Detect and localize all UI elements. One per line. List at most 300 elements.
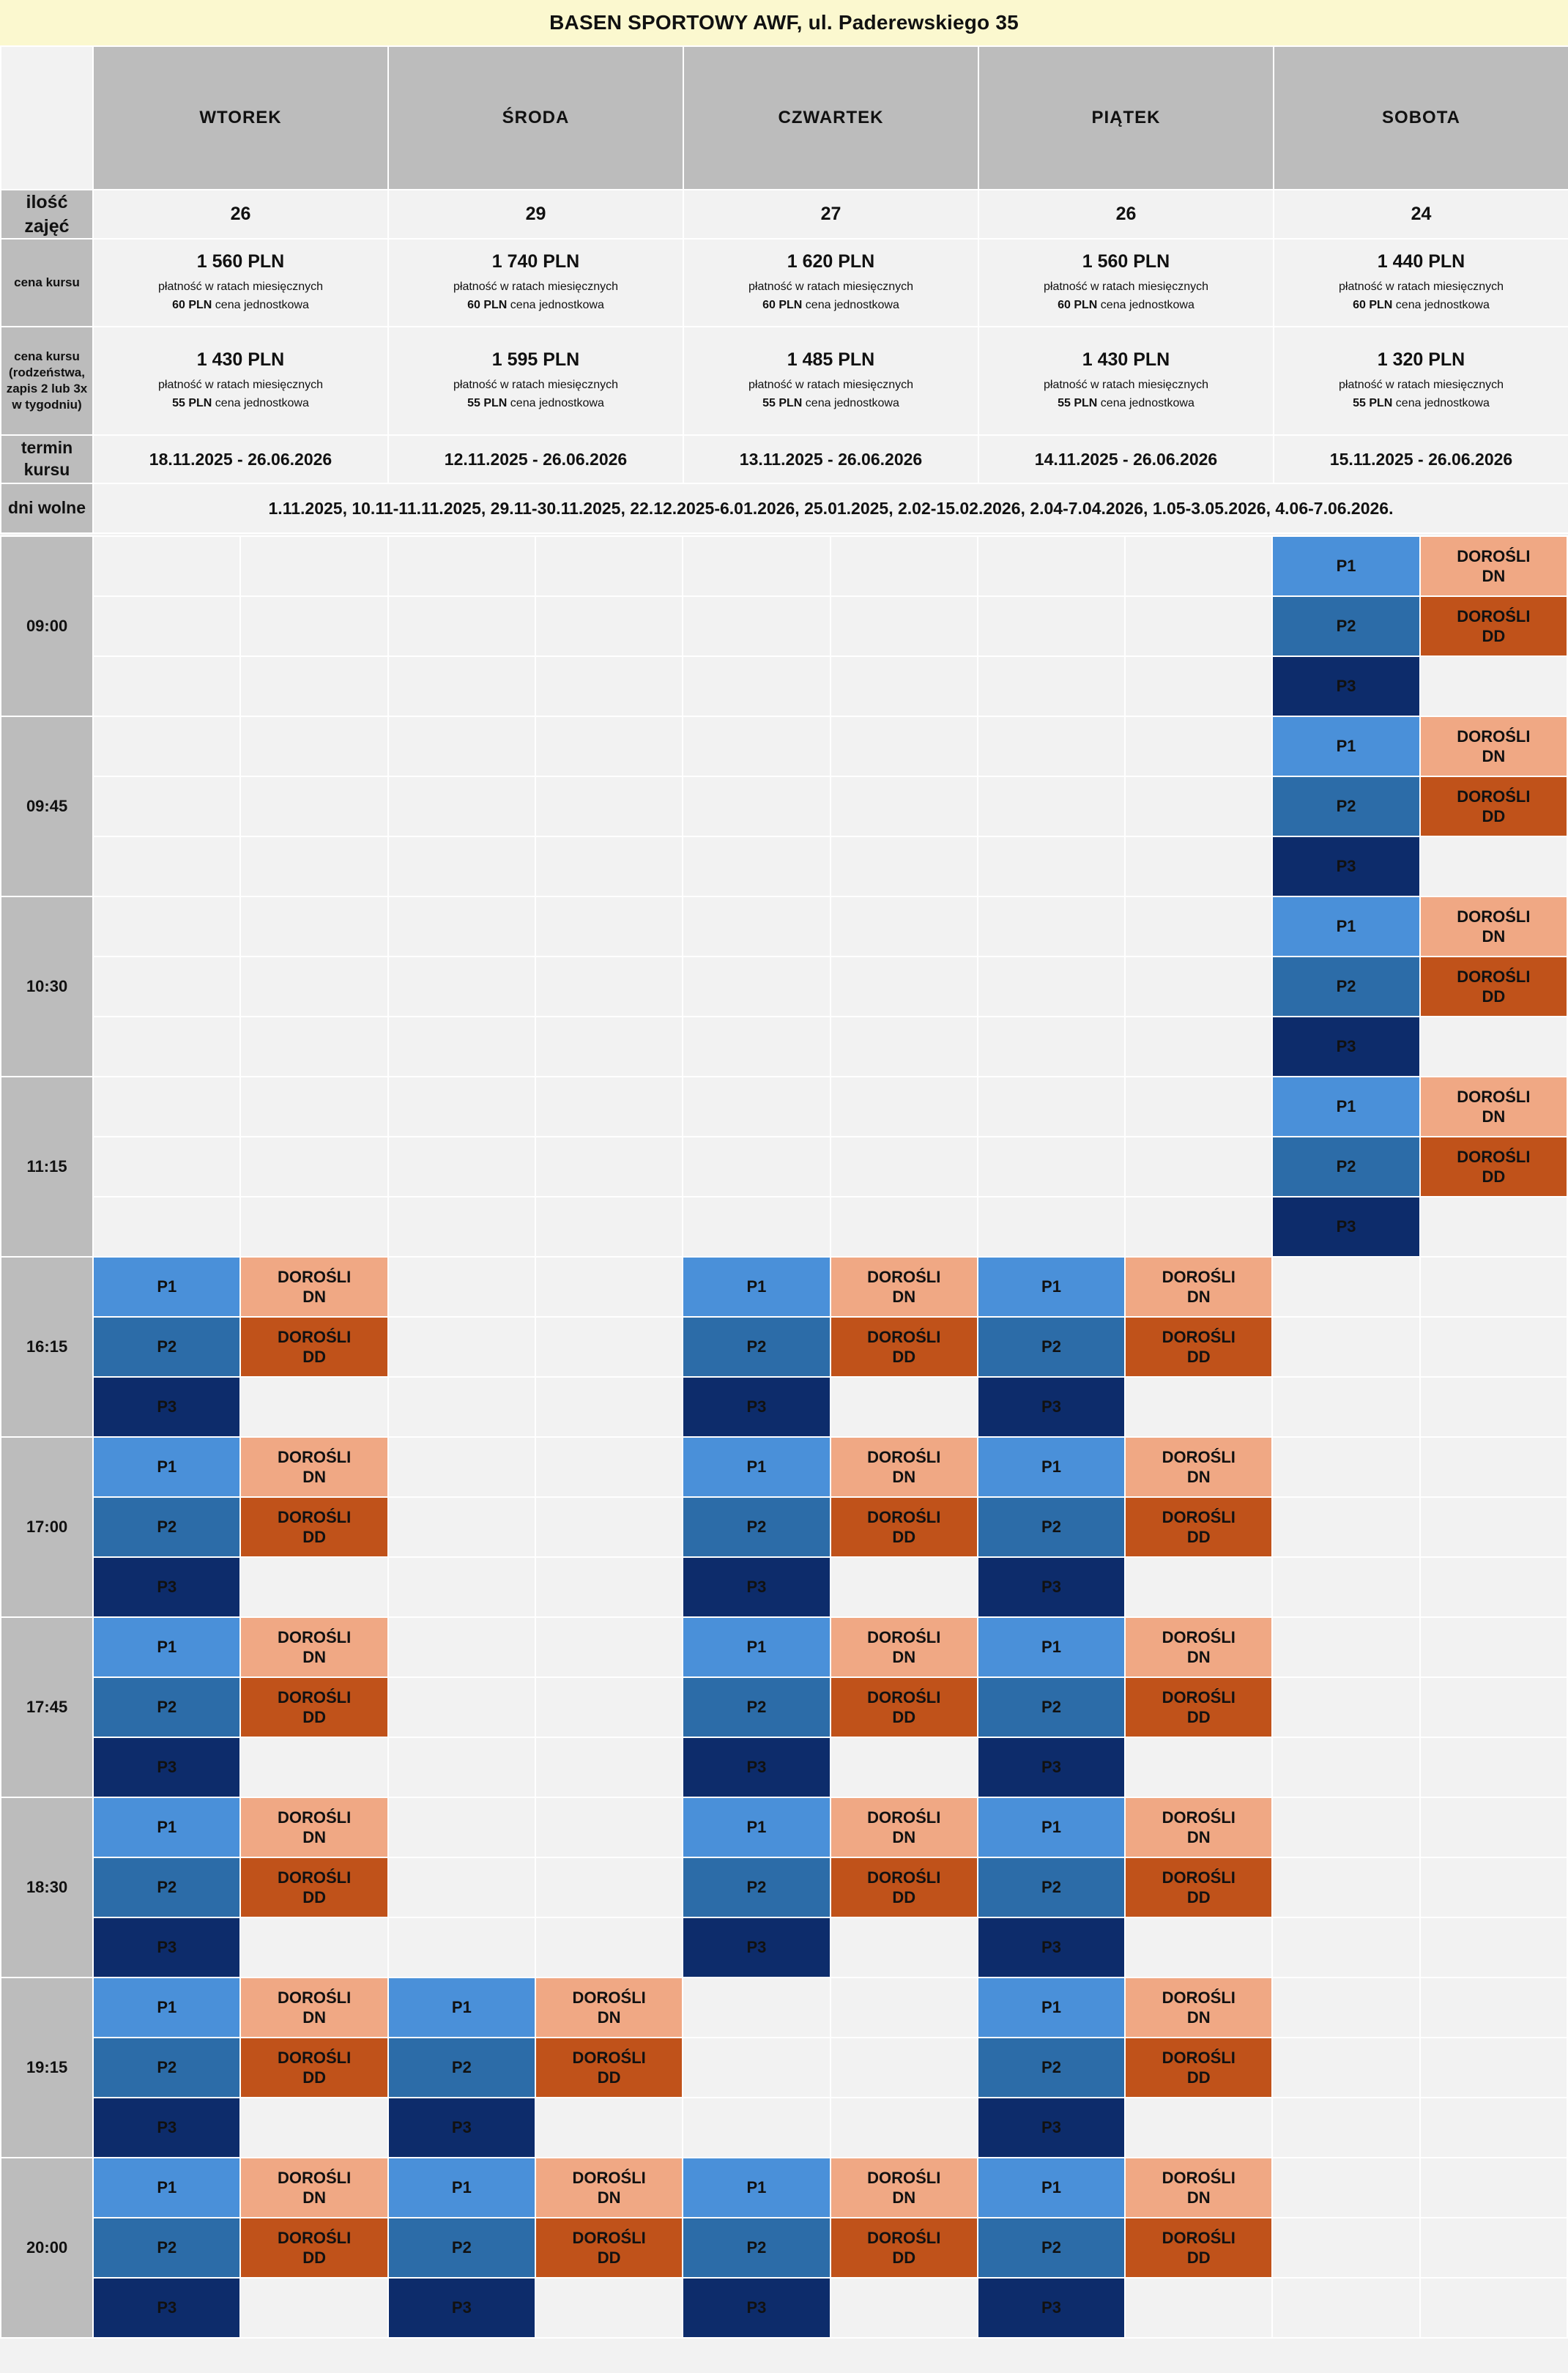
schedule-row [1, 1677, 1567, 1737]
slot-p3[interactable]: P3 [978, 1737, 1125, 1797]
slot-empty [1420, 2038, 1567, 2098]
slot-adults-dn[interactable] [1420, 1077, 1567, 1137]
time-label-0945: 09:45 [1, 716, 93, 896]
row-label-term: termin kursu [1, 435, 93, 483]
slot-empty [535, 836, 683, 896]
slot-empty [683, 2098, 830, 2158]
price-family-unit-1: 55 PLN [172, 396, 212, 409]
term-cell-4: 14.11.2025 - 26.06.2026 [978, 435, 1274, 483]
slot-adults-dd-line1: DOROŚLI [277, 1327, 352, 1346]
slot-empty [831, 716, 978, 776]
slot-empty [535, 1437, 683, 1497]
slot-adults-dn-line2: DN [892, 1468, 916, 1486]
slot-adults-dn-line2: DN [302, 1648, 326, 1666]
slot-empty [1420, 1978, 1567, 2038]
slot-adults-dn[interactable] [240, 2158, 387, 2218]
schedule-row [1, 596, 1567, 656]
slot-adults-dn[interactable] [240, 1797, 387, 1857]
slot-empty [831, 1077, 978, 1137]
slot-empty [388, 896, 535, 957]
price-family-unit-line-3 [684, 395, 978, 413]
slot-empty [93, 656, 240, 716]
slot-empty [1272, 2098, 1419, 2158]
term-cell-3: 13.11.2025 - 26.06.2026 [683, 435, 978, 483]
slot-adults-dd[interactable] [240, 2038, 387, 2098]
slot-empty [1125, 2278, 1272, 2338]
slot-p1[interactable]: P1 [93, 1978, 240, 2038]
slot-adults-dn-line2: DN [1482, 927, 1506, 946]
slot-adults-dn-line1: DOROŚLI [867, 1447, 941, 1466]
slot-adults-dn[interactable] [240, 1437, 387, 1497]
slot-adults-dd-line1: DOROŚLI [867, 2228, 941, 2247]
price-note-2: płatność w ratach miesięcznych [453, 280, 618, 293]
slot-empty [535, 1677, 683, 1737]
schedule-row [1, 1317, 1567, 1377]
slot-p2[interactable]: P2 [388, 2218, 535, 2278]
slot-p2[interactable]: P2 [978, 2038, 1125, 2098]
slot-empty [1272, 2218, 1419, 2278]
slot-p2[interactable]: P2 [683, 1497, 830, 1557]
slot-adults-dd[interactable] [240, 1317, 387, 1377]
price-unit-note-4: cena jednostkowa [1100, 298, 1194, 311]
slot-adults-dn[interactable] [240, 1978, 387, 2038]
slot-empty [93, 957, 240, 1017]
slot-p3[interactable]: P3 [1272, 1017, 1419, 1077]
schedule-row [1, 1497, 1567, 1557]
slot-p3[interactable]: P3 [1272, 656, 1419, 716]
slot-empty [1272, 1377, 1419, 1437]
day-header-2: ŚRODA [388, 46, 683, 190]
price-family-unit-5: 55 PLN [1353, 396, 1393, 409]
slot-p2[interactable]: P2 [93, 1497, 240, 1557]
slot-p3[interactable]: P3 [93, 2278, 240, 2338]
slot-empty [1420, 1317, 1567, 1377]
slot-empty [831, 776, 978, 836]
slot-adults-dn-line1: DOROŚLI [277, 1627, 352, 1646]
slot-p1[interactable]: P1 [978, 2158, 1125, 2218]
slot-adults-dd-line2: DD [1482, 807, 1506, 825]
slot-empty [1125, 716, 1272, 776]
slot-p2[interactable]: P2 [1272, 596, 1419, 656]
slot-empty [1125, 1197, 1272, 1257]
slot-empty [1420, 1197, 1567, 1257]
slot-adults-dn-line1: DOROŚLI [867, 2168, 941, 2187]
slot-p1[interactable]: P1 [1272, 896, 1419, 957]
slot-adults-dd-line2: DD [302, 1708, 326, 1726]
slot-empty [535, 1797, 683, 1857]
slot-adults-dd-line2: DD [1186, 1708, 1211, 1726]
slot-p1[interactable]: P1 [388, 1978, 535, 2038]
slot-adults-dd[interactable] [1420, 1137, 1567, 1197]
slot-empty [535, 1497, 683, 1557]
slot-empty [1420, 1017, 1567, 1077]
slot-p1[interactable]: P1 [93, 1257, 240, 1317]
slot-adults-dn-line2: DN [302, 2008, 326, 2027]
slot-empty [388, 656, 535, 716]
slot-empty [535, 1557, 683, 1617]
price-unit-line-4 [979, 297, 1273, 315]
slot-adults-dd-line1: DOROŚLI [572, 2228, 646, 2247]
slot-empty [240, 2278, 387, 2338]
slot-p2[interactable]: P2 [93, 1677, 240, 1737]
schedule-row [1, 1257, 1567, 1317]
slot-p1[interactable]: P1 [93, 2158, 240, 2218]
slot-p1[interactable]: P1 [93, 1617, 240, 1677]
slot-p3[interactable]: P3 [978, 2098, 1125, 2158]
slot-p2[interactable]: P2 [683, 2218, 830, 2278]
slot-adults-dn[interactable] [1420, 896, 1567, 957]
price-family-total-4: 1 430 PLN [1082, 349, 1170, 370]
slot-adults-dd-line2: DD [302, 2068, 326, 2087]
slot-adults-dd-line2: DD [1186, 1528, 1211, 1546]
slot-adults-dn-line1: DOROŚLI [1162, 1267, 1236, 1286]
slot-empty [1420, 1437, 1567, 1497]
slot-empty [1272, 2278, 1419, 2338]
slot-empty [978, 536, 1125, 596]
slot-p1[interactable]: P1 [1272, 716, 1419, 776]
slot-adults-dd[interactable] [535, 2218, 683, 2278]
slot-adults-dn[interactable] [1125, 1257, 1272, 1317]
slot-empty [240, 656, 387, 716]
slot-p3[interactable]: P3 [1272, 1197, 1419, 1257]
slot-p2[interactable]: P2 [93, 1857, 240, 1917]
slot-adults-dn[interactable] [831, 1797, 978, 1857]
slot-adults-dn[interactable] [831, 1257, 978, 1317]
slot-empty [831, 1737, 978, 1797]
slot-empty [388, 1497, 535, 1557]
slot-adults-dd-line2: DD [1482, 987, 1506, 1006]
slot-p2[interactable]: P2 [978, 2218, 1125, 2278]
slot-empty [535, 1257, 683, 1317]
slot-p1[interactable]: P1 [1272, 536, 1419, 596]
slot-p1[interactable]: P1 [388, 2158, 535, 2218]
slot-adults-dd-line1: DOROŚLI [1162, 1507, 1236, 1526]
slot-p3[interactable]: P3 [388, 2098, 535, 2158]
slot-p2[interactable]: P2 [978, 1497, 1125, 1557]
slot-p3[interactable]: P3 [683, 1377, 830, 1437]
slot-empty [683, 1197, 830, 1257]
slot-adults-dn-line2: DN [1186, 1468, 1211, 1486]
time-label-1700: 17:00 [1, 1437, 93, 1617]
slot-empty [683, 776, 830, 836]
price-family-unit-line-2 [389, 395, 683, 413]
slot-empty [388, 1017, 535, 1077]
slot-adults-dn-line1: DOROŚLI [572, 2168, 646, 2187]
slot-empty [978, 957, 1125, 1017]
slot-empty [1125, 957, 1272, 1017]
slot-p3[interactable]: P3 [978, 1557, 1125, 1617]
slot-empty [535, 896, 683, 957]
schedule-row [1, 536, 1567, 596]
page-title-text: BASEN SPORTOWY AWF, ul. Paderewskiego 35 [549, 11, 1019, 34]
slot-adults-dn[interactable] [535, 1978, 683, 2038]
slot-empty [1272, 1257, 1419, 1317]
slot-adults-dn[interactable] [1420, 536, 1567, 596]
slot-empty [1272, 1437, 1419, 1497]
slot-adults-dd-line1: DOROŚLI [1162, 2228, 1236, 2247]
slot-adults-dd[interactable] [535, 2038, 683, 2098]
weekly-schedule-table [0, 535, 1568, 2339]
slot-p2[interactable]: P2 [1272, 1137, 1419, 1197]
slot-p3[interactable]: P3 [683, 1737, 830, 1797]
price-row [1, 239, 1568, 327]
slot-empty [1420, 1677, 1567, 1737]
slot-empty [831, 957, 978, 1017]
slot-p3[interactable]: P3 [978, 2278, 1125, 2338]
slot-adults-dd[interactable] [831, 1317, 978, 1377]
slot-p2[interactable]: P2 [683, 1677, 830, 1737]
slot-empty [1272, 1317, 1419, 1377]
price-note-5: płatność w ratach miesięcznych [1339, 280, 1504, 293]
schedule-row [1, 1437, 1567, 1497]
price-family-cell-4 [978, 327, 1274, 435]
slot-empty [1125, 776, 1272, 836]
slot-adults-dn[interactable] [1125, 1617, 1272, 1677]
slot-adults-dn[interactable] [240, 1257, 387, 1317]
slot-adults-dd[interactable] [1420, 776, 1567, 836]
slot-adults-dn[interactable] [535, 2158, 683, 2218]
slot-p1[interactable]: P1 [978, 1617, 1125, 1677]
slot-empty [1125, 896, 1272, 957]
slot-adults-dd[interactable] [1420, 957, 1567, 1017]
slot-empty [388, 1617, 535, 1677]
slot-adults-dd[interactable] [1125, 1857, 1272, 1917]
slot-adults-dd-line2: DD [302, 1528, 326, 1546]
slot-p2[interactable]: P2 [93, 2218, 240, 2278]
slot-empty [1125, 1737, 1272, 1797]
schedule-row [1, 1137, 1567, 1197]
slot-adults-dn-line2: DN [1186, 1648, 1211, 1666]
time-label-1915: 19:15 [1, 1978, 93, 2158]
slot-p3[interactable]: P3 [683, 1557, 830, 1617]
slot-p2[interactable]: P2 [978, 1857, 1125, 1917]
slot-adults-dd[interactable] [831, 1677, 978, 1737]
price-unit-note-1: cena jednostkowa [215, 298, 309, 311]
slot-p1[interactable]: P1 [93, 1797, 240, 1857]
slot-adults-dd[interactable] [1125, 1317, 1272, 1377]
slot-empty [93, 1137, 240, 1197]
slot-adults-dn[interactable] [240, 1617, 387, 1677]
slot-empty [831, 536, 978, 596]
slot-adults-dn-line1: DOROŚLI [867, 1267, 941, 1286]
slot-empty [240, 596, 387, 656]
slot-p3[interactable]: P3 [93, 1557, 240, 1617]
slot-empty [1420, 1617, 1567, 1677]
slot-adults-dd[interactable] [831, 1497, 978, 1557]
slot-empty [831, 1917, 978, 1978]
slot-adults-dd-line2: DD [1186, 1888, 1211, 1906]
slot-empty [683, 596, 830, 656]
slot-p3[interactable]: P3 [978, 1377, 1125, 1437]
slot-empty [978, 1077, 1125, 1137]
price-note-4: płatność w ratach miesięcznych [1044, 280, 1208, 293]
slot-adults-dn-line2: DN [1482, 747, 1506, 765]
price-family-total-5: 1 320 PLN [1377, 349, 1465, 370]
slot-empty [978, 716, 1125, 776]
slot-adults-dn-line1: DOROŚLI [1457, 727, 1531, 746]
slot-p1[interactable]: P1 [683, 1257, 830, 1317]
slot-p3[interactable]: P3 [93, 1917, 240, 1978]
price-cell-5 [1274, 239, 1568, 327]
slot-p3[interactable]: P3 [93, 2098, 240, 2158]
slot-adults-dd-line2: DD [1482, 627, 1506, 645]
price-family-unit-note-1: cena jednostkowa [215, 396, 309, 409]
slot-adults-dd[interactable] [240, 1497, 387, 1557]
slot-empty [93, 776, 240, 836]
slot-adults-dn-line2: DN [302, 2188, 326, 2207]
slot-p1[interactable]: P1 [978, 1978, 1125, 2038]
slot-p2[interactable]: P2 [93, 1317, 240, 1377]
slot-p1[interactable]: P1 [683, 1797, 830, 1857]
course-info-table [0, 45, 1568, 534]
slot-adults-dd[interactable] [1420, 596, 1567, 656]
free-days-value: 1.11.2025, 10.11-11.11.2025, 29.11-30.11.2025, 22.12.2025-6.01.2026, 25.01.2025, 2.02-15.02.2026, 2.04-7.04.2026, 1.05-3.05.2026, 4.06-7.06.2026. [93, 483, 1568, 533]
schedule-row [1, 1978, 1567, 2038]
slot-adults-dn-line2: DN [1186, 1828, 1211, 1846]
slot-p1[interactable]: P1 [93, 1437, 240, 1497]
slot-p1[interactable]: P1 [978, 1257, 1125, 1317]
slot-adults-dn-line1: DOROŚLI [277, 1447, 352, 1466]
slot-adults-dd[interactable] [240, 1677, 387, 1737]
slot-empty [388, 1557, 535, 1617]
slot-p1[interactable]: P1 [978, 1437, 1125, 1497]
slot-adults-dd-line2: DD [302, 2248, 326, 2267]
slot-p3[interactable]: P3 [978, 1917, 1125, 1978]
slot-adults-dd[interactable] [1125, 1497, 1272, 1557]
slot-adults-dn[interactable] [1125, 1978, 1272, 2038]
slot-p2[interactable]: P2 [978, 1677, 1125, 1737]
slot-adults-dd[interactable] [1125, 1677, 1272, 1737]
slot-adults-dn[interactable] [831, 1617, 978, 1677]
slot-empty [683, 896, 830, 957]
slot-p1[interactable]: P1 [978, 1797, 1125, 1857]
slot-adults-dn[interactable] [1125, 2158, 1272, 2218]
slot-p1[interactable]: P1 [683, 1437, 830, 1497]
slot-adults-dn-line1: DOROŚLI [1162, 1627, 1236, 1646]
slot-empty [1125, 1377, 1272, 1437]
slot-empty [1420, 2098, 1567, 2158]
slot-p2[interactable]: P2 [1272, 957, 1419, 1017]
free-days-row [1, 483, 1568, 533]
slot-adults-dn[interactable] [1125, 1437, 1272, 1497]
slot-empty [1272, 1617, 1419, 1677]
slot-empty [831, 836, 978, 896]
slot-adults-dd[interactable] [831, 1857, 978, 1917]
slot-empty [240, 1917, 387, 1978]
price-total-4: 1 560 PLN [1082, 250, 1170, 272]
lesson-count-3: 27 [683, 190, 978, 239]
slot-adults-dd[interactable] [1125, 2038, 1272, 2098]
slot-p2[interactable]: P2 [93, 2038, 240, 2098]
slot-adults-dd-line1: DOROŚLI [867, 1507, 941, 1526]
slot-empty [978, 1137, 1125, 1197]
slot-empty [388, 1257, 535, 1317]
slot-adults-dn-line2: DN [892, 1288, 916, 1306]
price-family-unit-note-2: cena jednostkowa [510, 396, 604, 409]
slot-adults-dn-line1: DOROŚLI [572, 1988, 646, 2007]
price-unit-line-3 [684, 297, 978, 315]
price-family-note-3: płatność w ratach miesięcznych [748, 378, 913, 391]
schedule-row [1, 896, 1567, 957]
slot-p2[interactable]: P2 [683, 1857, 830, 1917]
slot-empty [1125, 1137, 1272, 1197]
time-label-1030: 10:30 [1, 896, 93, 1077]
slot-empty [1420, 1257, 1567, 1317]
slot-p1[interactable]: P1 [1272, 1077, 1419, 1137]
slot-p3[interactable]: P3 [93, 1377, 240, 1437]
slot-adults-dd[interactable] [240, 1857, 387, 1917]
slot-empty [535, 2098, 683, 2158]
slot-empty [1420, 1557, 1567, 1617]
price-family-unit-3: 55 PLN [762, 396, 803, 409]
day-header-4: PIĄTEK [978, 46, 1274, 190]
slot-p1[interactable]: P1 [683, 1617, 830, 1677]
slot-p2[interactable]: P2 [978, 1317, 1125, 1377]
slot-adults-dn-line2: DN [892, 2188, 916, 2207]
slot-empty [831, 1197, 978, 1257]
slot-adults-dd[interactable] [831, 2218, 978, 2278]
schedule-row [1, 957, 1567, 1017]
slot-adults-dn-line1: DOROŚLI [867, 1808, 941, 1827]
lesson-count-1: 26 [93, 190, 388, 239]
slot-adults-dn-line2: DN [302, 1828, 326, 1846]
slot-empty [683, 716, 830, 776]
slot-p2[interactable]: P2 [1272, 776, 1419, 836]
price-cell-3 [683, 239, 978, 327]
slot-p3[interactable]: P3 [1272, 836, 1419, 896]
slot-empty [1125, 1077, 1272, 1137]
term-cell-1: 18.11.2025 - 26.06.2026 [93, 435, 388, 483]
slot-adults-dn-line1: DOROŚLI [277, 1267, 352, 1286]
schedule-row [1, 716, 1567, 776]
slot-empty [93, 1017, 240, 1077]
slot-adults-dd[interactable] [1125, 2218, 1272, 2278]
row-label-free-days: dni wolne [1, 483, 93, 533]
slot-empty [1420, 2158, 1567, 2218]
slot-empty [388, 1797, 535, 1857]
slot-empty [683, 1978, 830, 2038]
slot-adults-dd-line1: DOROŚLI [277, 1507, 352, 1526]
slot-adults-dn[interactable] [1125, 1797, 1272, 1857]
slot-p2[interactable]: P2 [683, 1317, 830, 1377]
slot-empty [1420, 836, 1567, 896]
slot-empty [1125, 1017, 1272, 1077]
slot-empty [1272, 1737, 1419, 1797]
slot-p3[interactable]: P3 [388, 2278, 535, 2338]
slot-empty [831, 1137, 978, 1197]
slot-adults-dd[interactable] [240, 2218, 387, 2278]
slot-p3[interactable]: P3 [93, 1737, 240, 1797]
slot-p3[interactable]: P3 [683, 1917, 830, 1978]
slot-adults-dn[interactable] [831, 2158, 978, 2218]
slot-p2[interactable]: P2 [388, 2038, 535, 2098]
slot-empty [240, 716, 387, 776]
slot-empty [93, 596, 240, 656]
slot-p3[interactable]: P3 [683, 2278, 830, 2338]
slot-empty [240, 957, 387, 1017]
slot-adults-dn-line2: DN [892, 1828, 916, 1846]
price-cell-1 [93, 239, 388, 327]
slot-adults-dn[interactable] [831, 1437, 978, 1497]
slot-adults-dd-line1: DOROŚLI [277, 1687, 352, 1707]
slot-empty [1125, 596, 1272, 656]
slot-empty [683, 1077, 830, 1137]
slot-adults-dd-line1: DOROŚLI [867, 1327, 941, 1346]
slot-p1[interactable]: P1 [683, 2158, 830, 2218]
slot-adults-dn[interactable] [1420, 716, 1567, 776]
price-family-cell-1 [93, 327, 388, 435]
price-unit-note-3: cena jednostkowa [805, 298, 899, 311]
